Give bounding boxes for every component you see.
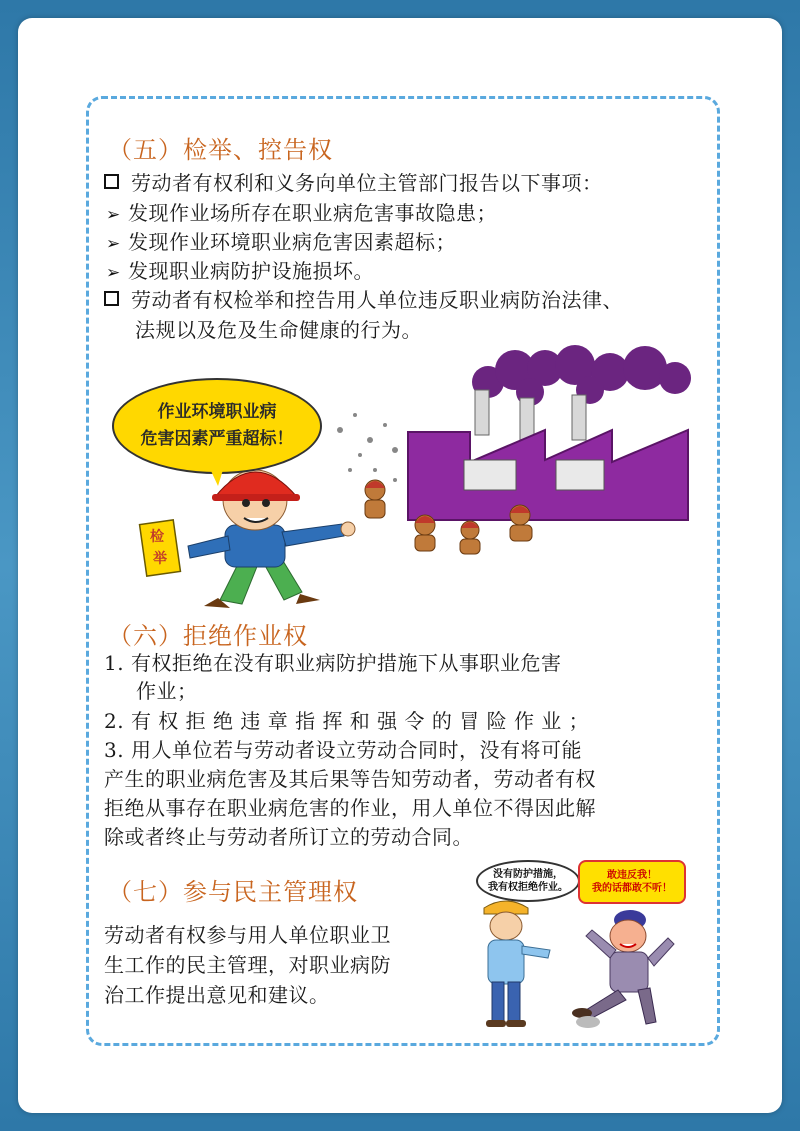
section5-item-3: ➢ 发现职业病防护设施损坏。 — [106, 256, 374, 288]
arrow-bullet-icon: ➢ — [106, 205, 121, 225]
section5-intro: 劳动者有权利和义务向单位主管部门报告以下事项： — [104, 168, 603, 198]
section7-line-2: 生工作的民主管理，对职业病防 — [104, 953, 391, 977]
boss-line-1: 敢违反我！ — [607, 870, 657, 881]
section6-line-7: 除或者终止与劳动者所订立的劳动合同。 — [104, 825, 473, 849]
section6-line-2: 作业； — [136, 679, 198, 703]
section5-right: 劳动者有权检举和控告用人单位违反职业病防治法律、 — [104, 285, 623, 315]
worker-left — [484, 901, 550, 1027]
boss-right — [572, 910, 674, 1028]
refuse-line-2: 我有权拒绝作业。 — [488, 882, 568, 893]
worker-figure — [188, 470, 355, 608]
sign-text-2: 举 — [153, 551, 167, 567]
arrow-bullet-icon: ➢ — [106, 234, 121, 254]
dispute-illustration — [470, 900, 700, 1030]
sign-text-1: 检 — [150, 529, 164, 545]
section5-item-1: ➢ 发现作业场所存在职业病危害事故隐患； — [106, 198, 497, 230]
section7-line-1: 劳动者有权参与用人单位职业卫 — [104, 923, 391, 947]
boss-line-2: 我的话都敢不听！ — [592, 883, 672, 894]
section7-line-3: 治工作提出意见和建议。 — [104, 983, 330, 1007]
section6-line-5: 产生的职业病危害及其后果等告知劳动者，劳动者有权 — [104, 767, 596, 791]
section6-line-6: 拒绝从事存在职业病危害的作业，用人单位不得因此解 — [104, 796, 596, 820]
bubble-line-1: 作业环境职业病 — [157, 402, 277, 422]
section5-right-cont: 法规以及危及生命健康的行为。 — [135, 318, 422, 342]
section5-item-2: ➢ 发现作业环境职业病危害因素超标； — [106, 227, 456, 259]
refuse-line-1: 没有防护措施， — [493, 869, 563, 880]
section6-line-1: 1. 有权拒绝在没有职业病防护措施下从事职业危害 — [104, 651, 562, 675]
section6-line-3: 2. 有 权 拒 绝 违 章 指 挥 和 强 令 的 冒 险 作 业 ； — [104, 709, 590, 733]
section6-line-4: 3. 用人单位若与劳动者设立劳动合同时，没有将可能 — [104, 738, 582, 762]
section7-title: （七）参与民主管理权 — [108, 878, 358, 906]
section6-title: （六）拒绝作业权 — [108, 622, 308, 650]
bubble-tail — [206, 460, 226, 486]
speech-bubble-boss — [578, 860, 686, 904]
speech-bubble-refuse — [476, 860, 580, 902]
bubble-line-2: 危害因素严重超标！ — [140, 429, 294, 449]
arrow-bullet-icon: ➢ — [106, 263, 121, 283]
factory-building — [408, 430, 688, 520]
section5-title: （五）检举、控告权 — [108, 136, 333, 164]
